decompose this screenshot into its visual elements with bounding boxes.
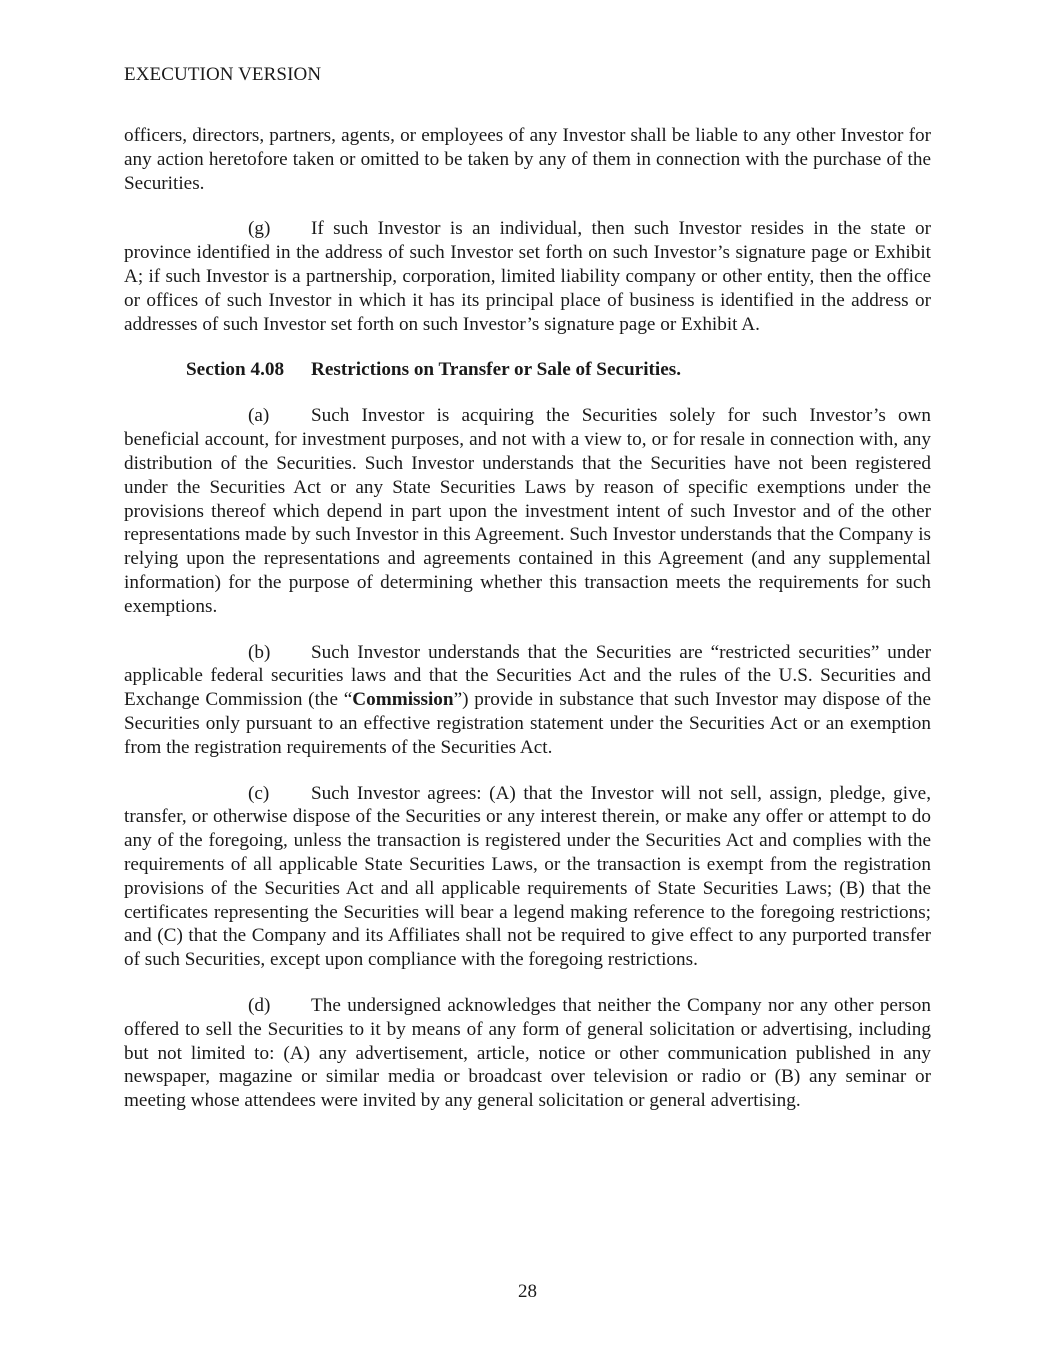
- paragraph-c-text: Such Investor agrees: (A) that the Investor will not sell, assign, pledge, give, transfer, or otherwise dispose of the Securities or any interest therein, or make any offer or attempt to do any of the foregoing, unless the transaction is registered under the Securities Act and complies with the requirements of all applicable State Securities Laws, or the transaction is exempt from the registration provisions of the Securities Act and all applicable requirements of State Securities Laws; (B) that the certificates representing the Securities will bear a legend making reference to the foregoing restrictions; and (C) that the Company and its Affiliates shall not be required to give effect to any purported transfer of such Securities, except upon compliance with the foregoing restrictions.: [124, 782, 931, 971]
- paragraph-c-label: (c): [248, 782, 270, 804]
- continuation-paragraph: officers, directors, partners, agents, or employees of any Investor shall be liable to any other Investor for any action heretofore taken or omitted to be taken by any of them in connection with the purchase of the Securities.: [124, 125, 931, 194]
- paragraph-g-text: If such Investor is an individual, then such Investor resides in the state or province identified in the address of such Investor set forth on such Investor’s signature page or Exhibit A; if such Investor is a partnership, corporation, limited liability company or other entity, then the office or offices of such Investor in which it has its principal place of business is identified in the address or addresses of such Investor set forth on such Investor’s signature page or Exhibit A.: [124, 218, 931, 335]
- defined-term-commission: Commission: [352, 689, 454, 711]
- paragraph-b-text-before: Such Investor understands that the Securities are “restricted securities” under applicable federal securities laws and that the Securities Act and the rules of the U.S. Securities and Exchange Commission (the “: [124, 641, 931, 711]
- paragraph-g-label: (g): [248, 218, 271, 240]
- paragraph-b-label: (b): [248, 641, 271, 663]
- paragraph-c: [124, 782, 931, 972]
- document-version-header: EXECUTION VERSION: [124, 64, 322, 85]
- paragraph-d-text: The undersigned acknowledges that neither the Company nor any other person offered to sell the Securities to it by means of any form of general solicitation or advertising, including but not limited to: (A) any advertisement, article, notice or other communication published in any newspaper, magazine or similar media or broadcast over television or radio or (B) any seminar or meeting whose attendees were invited by any general solicitation or general advertising.: [124, 994, 931, 1112]
- paragraph-g: [124, 217, 931, 336]
- paragraph-b: [124, 641, 931, 760]
- section-heading: [186, 358, 931, 382]
- paragraph-d-label: (d): [248, 994, 271, 1016]
- paragraph-a: [124, 404, 931, 618]
- section-title: Restrictions on Transfer or Sale of Securities.: [311, 359, 682, 381]
- paragraph-a-text: Such Investor is acquiring the Securities solely for such Investor’s own beneficial account, for investment purposes, and not with a view to, or for resale in connection with, any distribution of the Securities. Such Investor understands that the Securities have not been registered under the Securities Act or any State Securities Laws by reason of specific exemptions under the provisions thereof which depend in part upon the investment intent of such Investor and of the other representations made by such Investor in this Agreement. Such Investor understands that the Company is relying upon the representations and agreements contained in this Agreement (and any supplemental information) for the purpose of determining whether this transaction meets the requirements for such exemptions.: [124, 405, 931, 617]
- page-number: 28: [518, 1281, 537, 1302]
- paragraph-a-label: (a): [248, 405, 270, 427]
- paragraph-b-text-after: ”) provide in substance that such Investor may dispose of the Securities only pursuant to an effective registration statement under the Securities Act or an exemption from the registration requirements of the Securities Act.: [124, 689, 931, 758]
- document-body: [124, 124, 931, 1135]
- section-number: Section 4.08: [186, 359, 285, 381]
- paragraph-d: [124, 994, 931, 1113]
